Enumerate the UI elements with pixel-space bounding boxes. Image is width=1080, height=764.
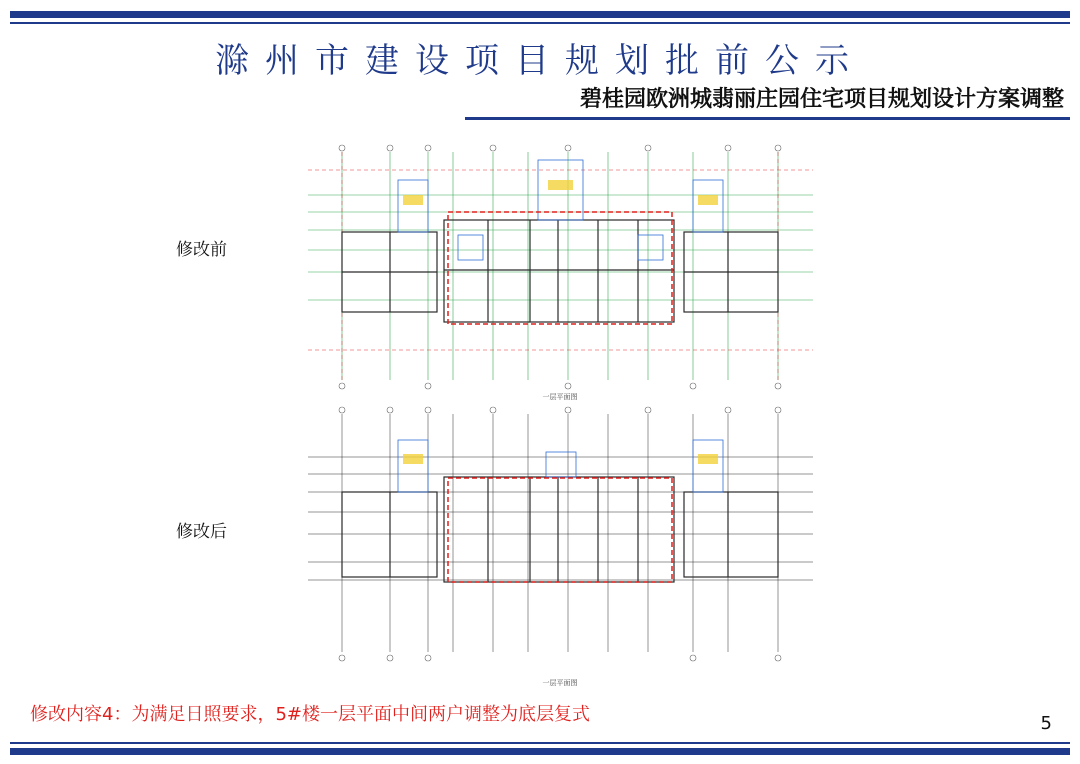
top-rule-thick	[10, 11, 1070, 18]
after-plan-caption: 一层平面图	[542, 679, 578, 687]
page-number: 5	[1040, 713, 1052, 734]
subtitle-underline	[465, 117, 1070, 120]
after-label: 修改后	[176, 522, 227, 542]
before-plan-caption: 一层平面图	[542, 393, 578, 401]
floor-plan-after	[298, 402, 823, 687]
change-note: 修改内容4：为满足日照要求，5#楼一层平面中间两户调整为底层复式	[30, 704, 590, 725]
bottom-rule-thin	[10, 742, 1070, 744]
before-label: 修改前	[176, 240, 227, 260]
floor-plan-before	[298, 140, 823, 401]
page-title: 滁州市建设项目规划批前公示	[215, 41, 865, 81]
bottom-rule-thick	[10, 748, 1070, 755]
project-subtitle: 碧桂园欧洲城翡丽庄园住宅项目规划设计方案调整	[579, 87, 1064, 112]
top-rule-thin	[10, 22, 1070, 24]
